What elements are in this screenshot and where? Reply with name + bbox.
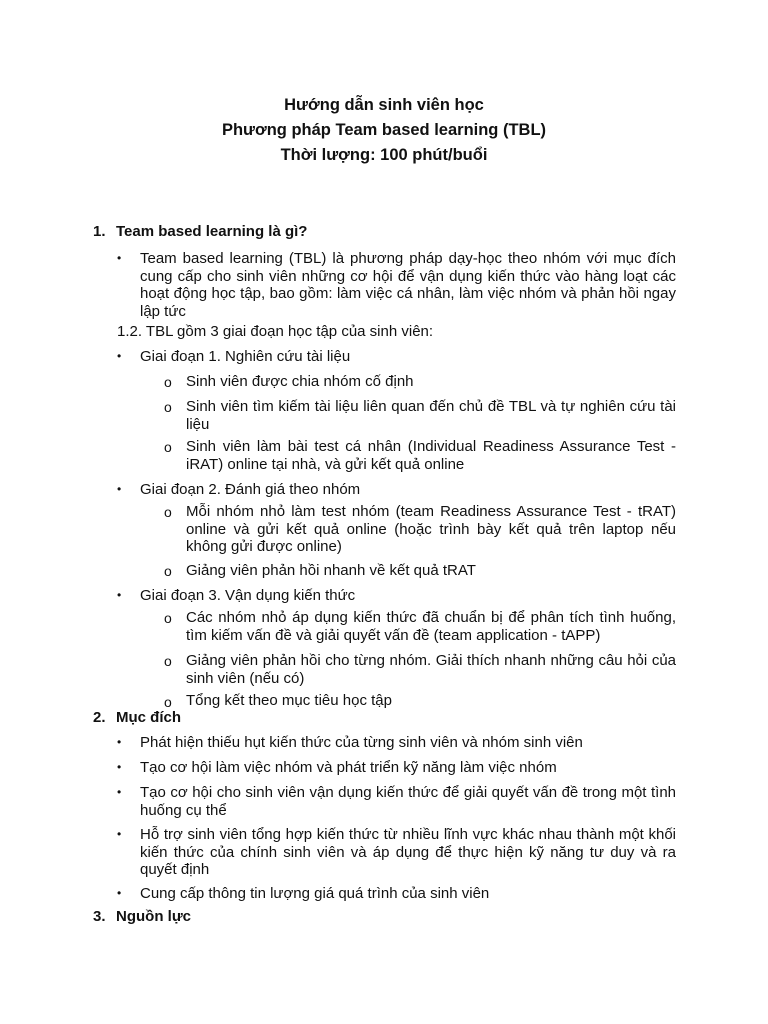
- circle-marker: o: [164, 563, 172, 579]
- list-item: Giảng viên phản hồi cho từng nhóm. Giải thích nhanh những câu hỏi của sinh viên (nếu có): [186, 652, 676, 687]
- list-item: Các nhóm nhỏ áp dụng kiến thức đã chuẩn bị để phân tích tình huống, tìm kiếm vấn đề và giải quyết vấn đề (team application - tAPP): [186, 609, 676, 644]
- bullet-marker: •: [117, 785, 122, 799]
- list-item: Tạo cơ hội làm việc nhóm và phát triển kỹ năng làm việc nhóm: [140, 759, 557, 776]
- phase-2-label: Giai đoạn 2. Đánh giá theo nhóm: [140, 481, 361, 498]
- header-title: Hướng dẫn sinh viên học: [284, 96, 484, 114]
- subsection-heading: 1.2. TBL gồm 3 giai đoạn học tập của sinh viên:: [117, 323, 434, 340]
- list-item: Sinh viên tìm kiếm tài liệu liên quan đến chủ đề TBL và tự nghiên cứu tài liệu: [186, 398, 676, 433]
- section-title: Mục đích: [116, 709, 182, 726]
- header-method: Phương pháp Team based learning (TBL): [221, 121, 547, 139]
- list-item: Giảng viên phản hồi nhanh về kết quả tRAT: [186, 562, 476, 579]
- circle-marker: o: [164, 504, 172, 520]
- list-item: Cung cấp thông tin lượng giá quá trình của sinh viên: [140, 885, 490, 902]
- bullet-marker: •: [117, 760, 122, 774]
- section-number: 1.: [93, 223, 106, 240]
- list-item: Hỗ trợ sinh viên tổng hợp kiến thức từ nhiều lĩnh vực khác nhau thành một khối kiến thức của chính sinh viên và áp dụng để thực hiện kỹ năng tư duy và ra quyết định: [140, 826, 676, 878]
- list-item: Tổng kết theo mục tiêu học tập: [186, 692, 392, 709]
- circle-marker: o: [164, 653, 172, 669]
- phase-1-label: Giai đoạn 1. Nghiên cứu tài liệu: [140, 348, 351, 365]
- list-item: Sinh viên làm bài test cá nhân (Individual Readiness Assurance Test - iRAT) online tại nhà, và gửi kết quả online: [186, 438, 676, 473]
- tbl-definition: Team based learning (TBL) là phương pháp dạy-học theo nhóm với mục đích cung cấp cho sinh viên những cơ hội để vận dụng kiến thức vào hàng loạt các hoạt động học tập, bao gồm: làm việc cá nhân, làm việc nhóm và phản hồi ngay lập tức: [140, 250, 676, 320]
- section-number: 2.: [93, 709, 106, 726]
- section-number: 3.: [93, 908, 106, 925]
- header-duration: Thời lượng: 100 phút/buổi: [280, 146, 488, 164]
- circle-marker: o: [164, 439, 172, 455]
- circle-marker: o: [164, 374, 172, 390]
- list-item: Mỗi nhóm nhỏ làm test nhóm (team Readiness Assurance Test - tRAT) online và gửi kết quả online (hoặc trình bày kết quả trên laptop nếu không gửi được online): [186, 503, 676, 555]
- bullet-marker: •: [117, 349, 122, 363]
- bullet-marker: •: [117, 735, 122, 749]
- bullet-marker: •: [117, 827, 122, 841]
- section-title: Nguồn lực: [116, 908, 192, 925]
- bullet-marker: •: [117, 482, 122, 496]
- document-header: [0, 93, 768, 168]
- circle-marker: o: [164, 399, 172, 415]
- circle-marker: o: [164, 694, 172, 710]
- bullet-marker: •: [117, 251, 122, 265]
- list-item: Sinh viên được chia nhóm cố định: [186, 373, 414, 390]
- circle-marker: o: [164, 610, 172, 626]
- list-item: Phát hiện thiếu hụt kiến thức của từng sinh viên và nhóm sinh viên: [140, 734, 583, 751]
- bullet-marker: •: [117, 886, 122, 900]
- section-title: Team based learning là gì?: [116, 223, 308, 240]
- list-item: Tạo cơ hội cho sinh viên vận dụng kiến thức để giải quyết vấn đề trong một tình huống cụ thể: [140, 784, 676, 819]
- bullet-marker: •: [117, 588, 122, 602]
- phase-3-label: Giai đoạn 3. Vận dụng kiến thức: [140, 587, 356, 604]
